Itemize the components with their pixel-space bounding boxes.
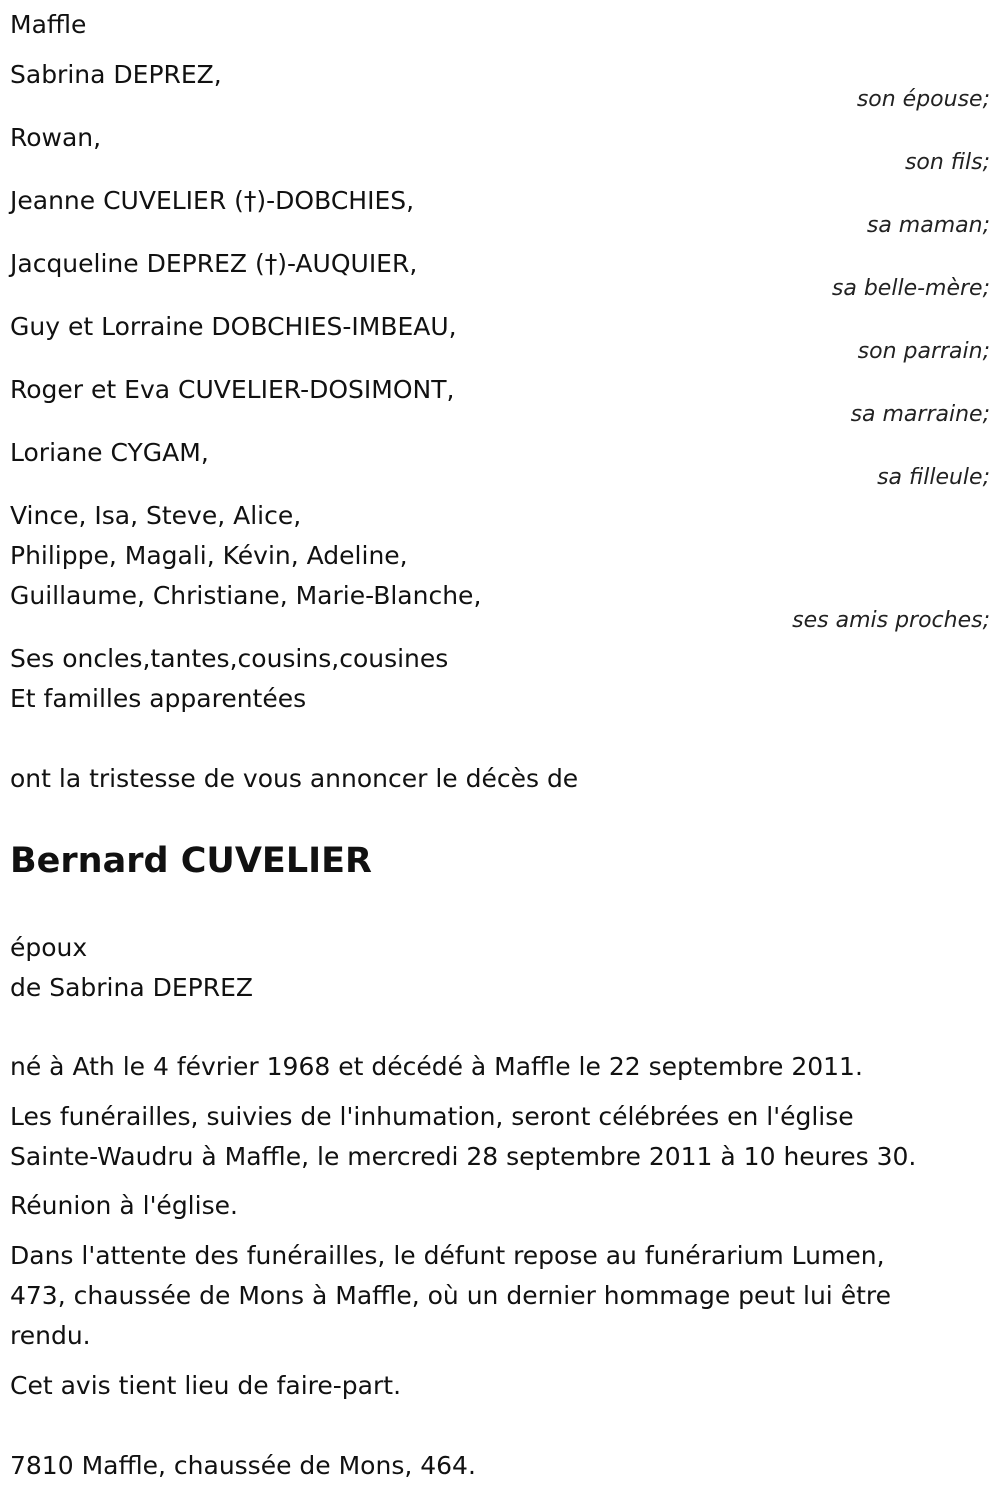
- extended-family-line: Ses oncles,tantes,cousins,cousines: [10, 644, 449, 673]
- family-member-name: Guy et Lorraine DOBCHIES-IMBEAU,: [10, 312, 457, 341]
- visitation-line: rendu.: [10, 1321, 91, 1350]
- friends-line: Vince, Isa, Steve, Alice,: [10, 501, 302, 530]
- spouse-line: de Sabrina DEPREZ: [10, 973, 254, 1002]
- family-relation: son parrain;: [857, 339, 990, 364]
- extended-family-line: Et familles apparentées: [10, 684, 307, 713]
- family-relation: ses amis proches;: [792, 608, 990, 633]
- spouse-line: époux: [10, 933, 88, 962]
- family-member-name: Loriane CYGAM,: [10, 438, 209, 467]
- family-relation: sa filleule;: [877, 465, 990, 490]
- birth-death-text: né à Ath le 4 février 1968 et décédé à Maffle le 22 septembre 2011.: [10, 1052, 863, 1081]
- meeting-text: Réunion à l'église.: [10, 1191, 238, 1220]
- announcement-text: ont la tristesse de vous annoncer le décès de: [10, 764, 579, 793]
- family-relation: son fils;: [904, 150, 990, 175]
- family-member-name: Sabrina DEPREZ,: [10, 60, 222, 89]
- family-member-name: Jacqueline DEPREZ (†)-AUQUIER,: [10, 249, 418, 278]
- family-member-name: Roger et Eva CUVELIER-DOSIMONT,: [10, 375, 455, 404]
- visitation-line: Dans l'attente des funérailles, le défunt repose au funérarium Lumen,: [10, 1241, 885, 1270]
- family-relation: sa marraine;: [850, 402, 990, 427]
- village-name: Maffle: [10, 10, 87, 39]
- address-text: 7810 Maffle, chaussée de Mons, 464.: [10, 1451, 476, 1480]
- friends-line: Philippe, Magali, Kévin, Adeline,: [10, 541, 408, 570]
- notice-text: Cet avis tient lieu de faire-part.: [10, 1371, 402, 1400]
- funeral-line: Les funérailles, suivies de l'inhumation, seront célébrées en l'église: [10, 1102, 854, 1131]
- family-relation: son épouse;: [856, 87, 990, 112]
- funeral-line: Sainte-Waudru à Maffle, le mercredi 28 septembre 2011 à 10 heures 30.: [10, 1142, 917, 1171]
- deceased-name: Bernard CUVELIER: [10, 841, 372, 881]
- family-member-name: Jeanne CUVELIER (†)-DOBCHIES,: [10, 186, 415, 215]
- family-relation: sa belle-mère;: [831, 276, 990, 301]
- family-member-name: Rowan,: [10, 123, 102, 152]
- family-relation: sa maman;: [866, 213, 990, 238]
- visitation-line: 473, chaussée de Mons à Maffle, où un dernier hommage peut lui être: [10, 1281, 891, 1310]
- friends-line: Guillaume, Christiane, Marie-Blanche,: [10, 581, 482, 610]
